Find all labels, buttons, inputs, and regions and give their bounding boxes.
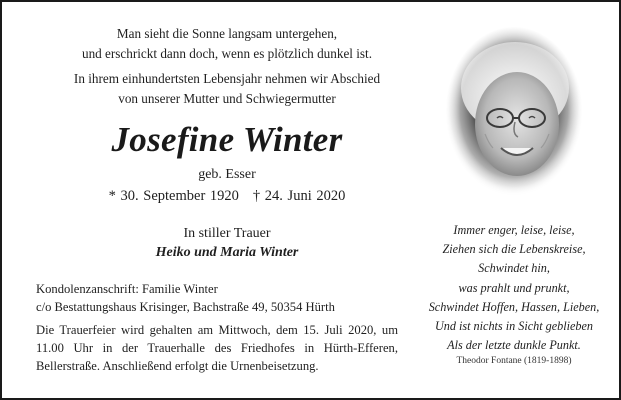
intro-line: In ihrem einhundertsten Lebensjahr nehmen wir Abschied: [73, 71, 381, 87]
mourners-names: Heiko und Maria Winter: [155, 245, 299, 260]
intro-line: und erschrickt dann doch, wenn es plötzlich dunkel ist.: [81, 45, 373, 61]
ceremony-notice: Die Trauerfeier wird gehalten am Mittwoch, dem 15. Juli 2020, um 11.00 Uhr in der Trauerhalle des Friedhofes in Hürth-Efferen, Bellerstraße. Anschließend erfolgt die Urnenbeisetzung.: [36, 323, 398, 373]
poem-line: Schwindet hin,: [478, 261, 550, 276]
intro-line: Man sieht die Sonne langsam untergehen,: [116, 26, 338, 41]
deceased-name: Josefine Winter: [111, 120, 343, 159]
birth-name: geb. Esser: [198, 167, 256, 182]
poem-author: Theodor Fontane (1819-1898): [456, 356, 572, 366]
death-date: † 24. Juni 2020: [252, 188, 346, 204]
poem-line: was prahlt und prunkt,: [458, 280, 570, 295]
poem-line: Ziehen sich die Lebenskreise,: [442, 242, 586, 257]
poem-line: Als der letzte dunkle Punkt.: [447, 338, 581, 353]
intro-line: von unserer Mutter und Schwiegermutter: [118, 90, 336, 106]
intro-text: [42, 24, 412, 108]
life-dates: [42, 188, 412, 205]
poem: [420, 221, 608, 355]
condolence-line: c/o Bestattungshaus Krisinger, Bachstraße 49, 50354 Hürth: [36, 300, 335, 314]
birth-date: * 30. September 1920: [108, 188, 239, 204]
mourning-heading: In stiller Trauer: [183, 226, 271, 241]
poem-line: Schwindet Hoffen, Hassen, Lieben,: [428, 299, 600, 314]
portrait-photo: [445, 26, 583, 196]
poem-line: Immer enger, leise, leise,: [453, 223, 575, 237]
poem-line: Und ist nichts in Sicht geblieben: [434, 319, 594, 334]
condolence-line: Kondolenzanschrift: Familie Winter: [36, 282, 218, 296]
condolence-address: [36, 280, 396, 316]
